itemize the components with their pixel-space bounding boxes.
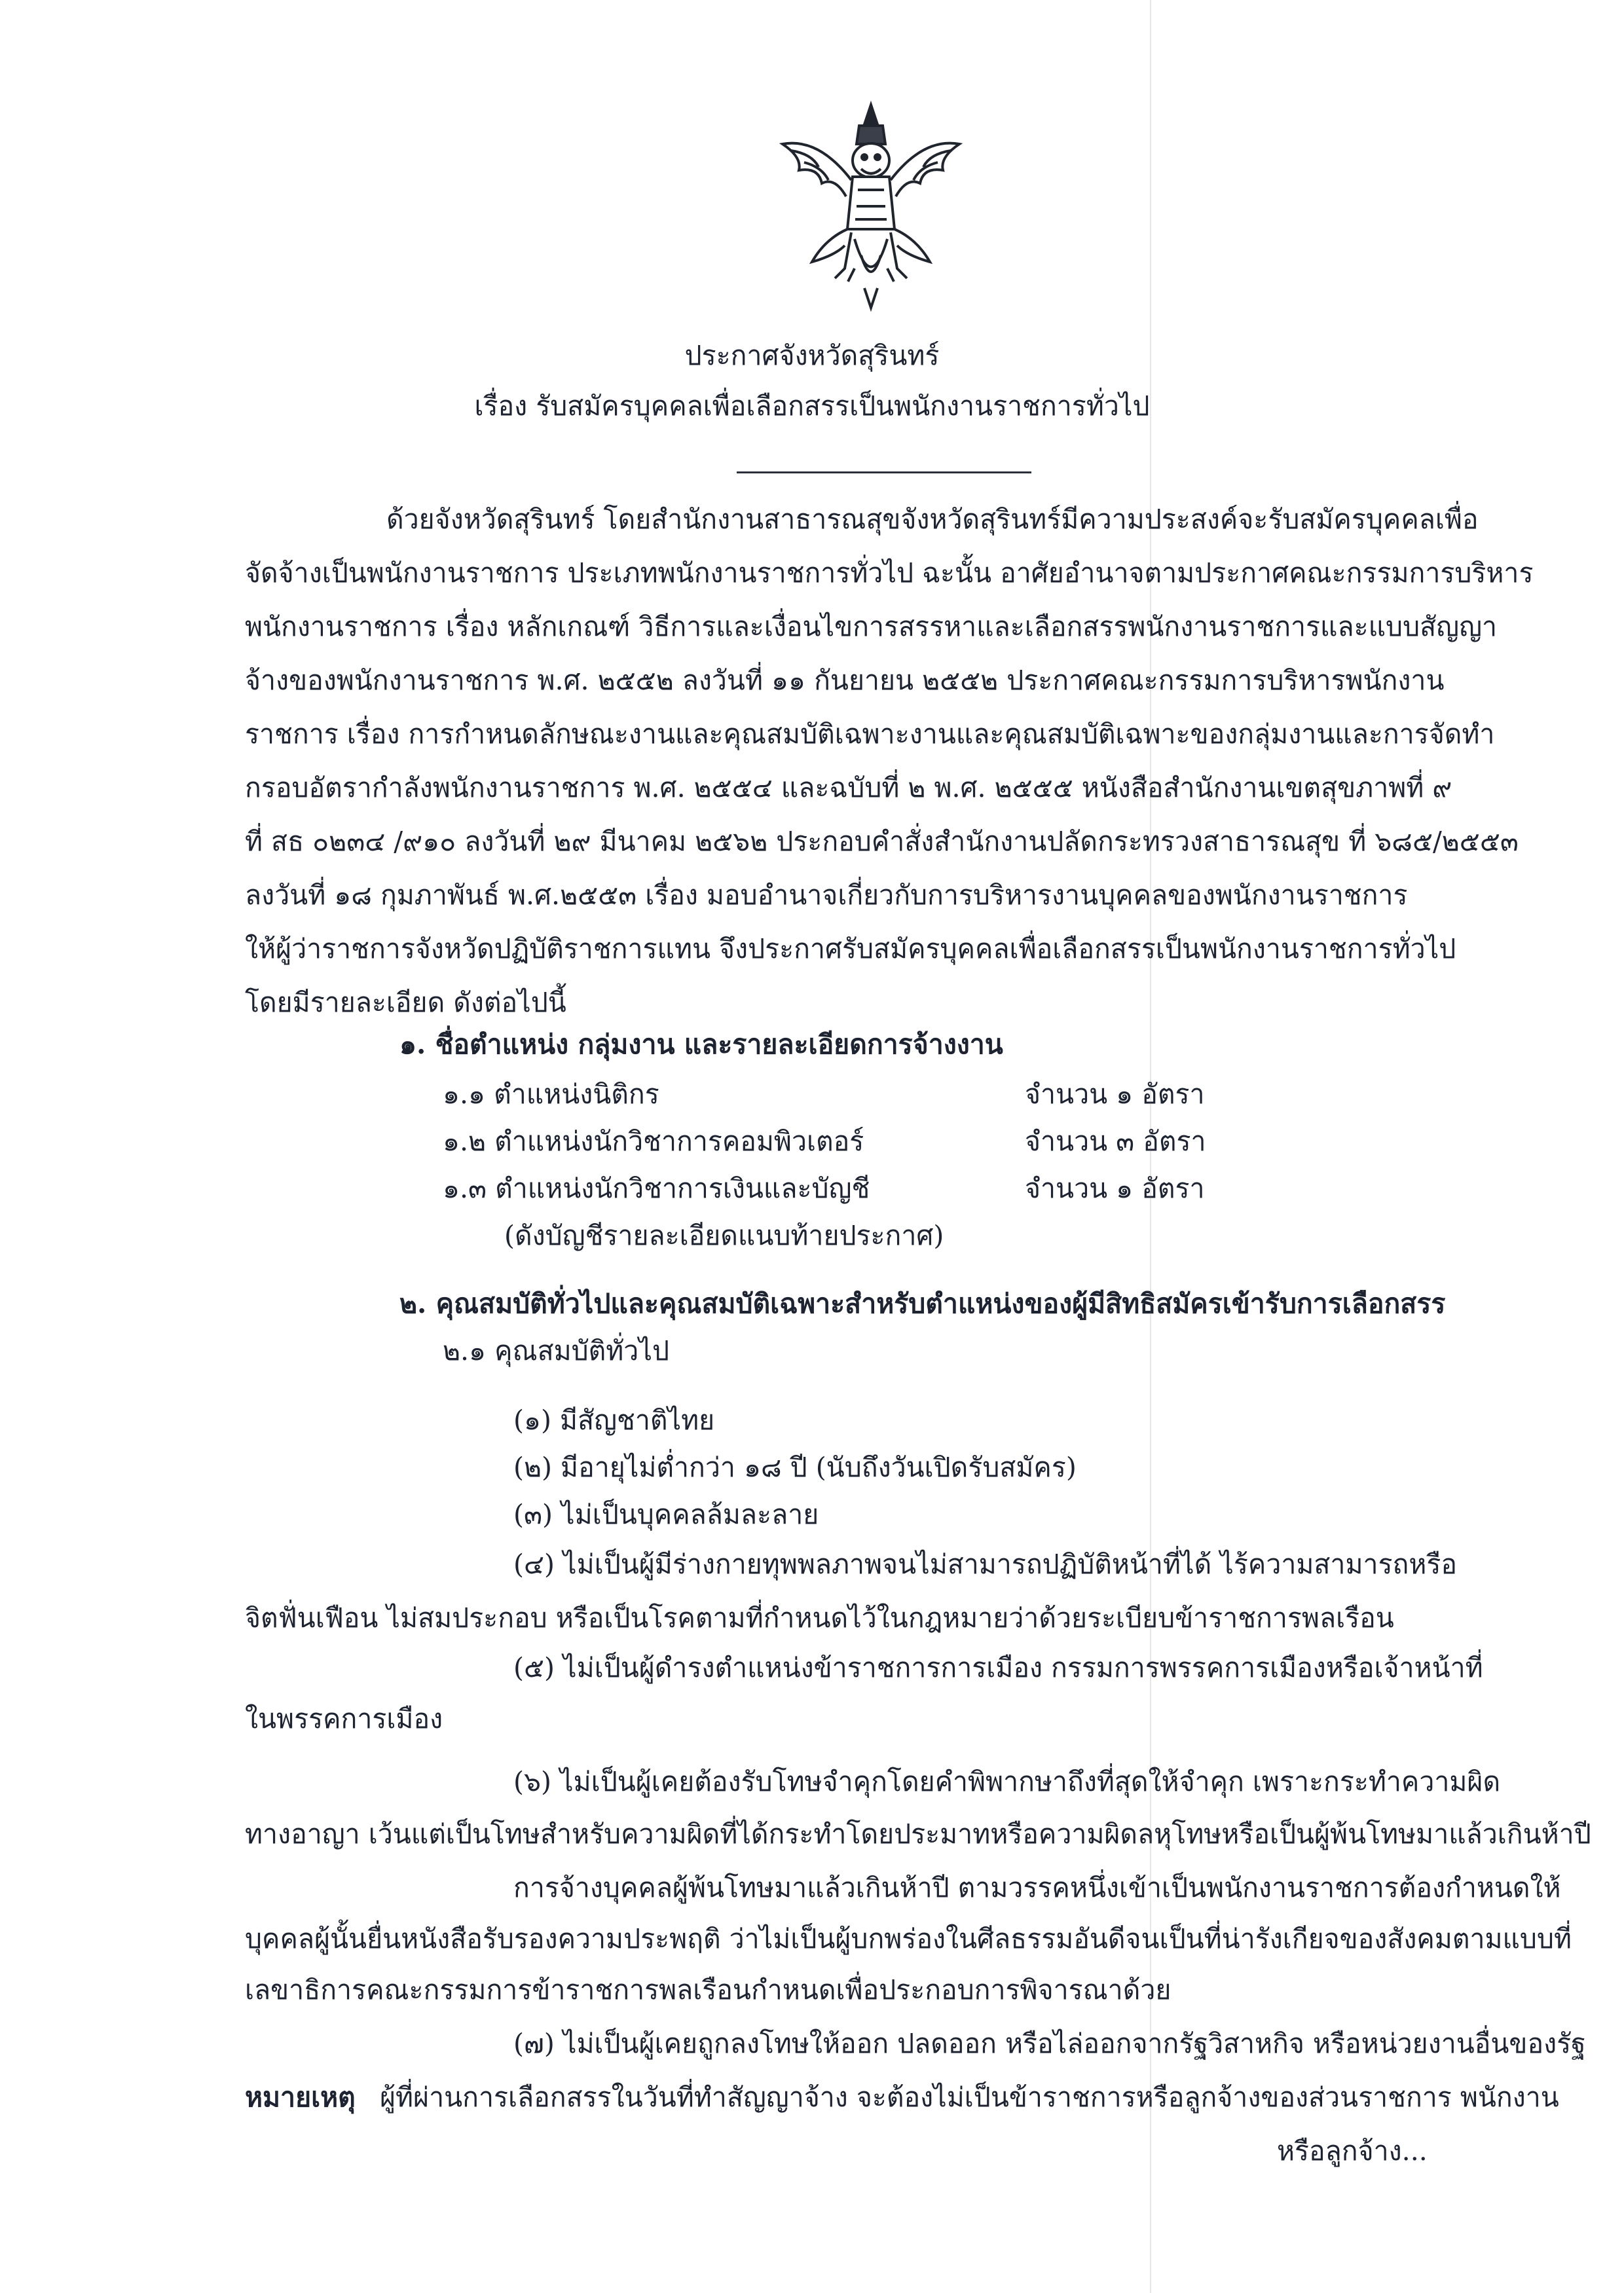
qualification-item: ในพรรคการเมือง	[245, 1703, 443, 1734]
intro-line: ราชการ เรื่อง การกำหนดลักษณะงานและคุณสมบัติเฉพาะงานและคุณสมบัติเฉพาะของกลุ่มงานและการจัดทำ	[245, 718, 1495, 750]
intro-line: พนักงานราชการ เรื่อง หลักเกณฑ์ วิธีการและเงื่อนไขการสรรหาและเลือกสรรพนักงานราชการและแบบสัญญา	[245, 611, 1498, 642]
announcement-title: ประกาศจังหวัดสุรินทร์	[684, 340, 940, 371]
intro-line: ลงวันที่ ๑๘ กุมภาพันธ์ พ.ศ.๒๕๕๓ เรื่อง มอบอำนาจเกี่ยวกับการบริหารงานบุคคลของพนักงานราชการ	[245, 879, 1408, 911]
intro-line: ที่ สธ ๐๒๓๔ /๙๑๐ ลงวันที่ ๒๙ มีนาคม ๒๕๖๒ ประกอบคำสั่งสำนักงานปลัดกระทรวงสาธารณสุข ที่ ๖๘๕/๒๕๕๓	[245, 826, 1519, 857]
intro-line: ด้วยจังหวัดสุรินทร์ โดยสำนักงานสาธารณสุขจังหวัดสุรินทร์มีความประสงค์จะรับสมัครบุคคลเพื่อ	[386, 504, 1479, 535]
title-divider	[737, 471, 1031, 473]
section1-heading: ๑. ชื่อตำแหน่ง กลุ่มงาน และรายละเอียดการจ้างงาน	[399, 1029, 1003, 1060]
qualification-item: การจ้างบุคคลผู้พ้นโทษมาแล้วเกินห้าปี ตามวรรคหนึ่งเข้าเป็นพนักงานราชการต้องกำหนดให้	[513, 1872, 1561, 1903]
scan-artifact-line	[1150, 0, 1151, 2293]
qualification-item: (๗) ไม่เป็นผู้เคยถูกลงโทษให้ออก ปลดออก หรือไล่ออกจากรัฐวิสาหกิจ หรือหน่วยงานอื่นของรัฐ	[513, 2028, 1586, 2059]
section2-subheading: ๒.๑ คุณสมบัติทั่วไป	[443, 1335, 669, 1367]
qualification-item: จิตฟั่นเฟือน ไม่สมประกอบ หรือเป็นโรคตามที่กำหนดไว้ในกฎหมายว่าด้วยระเบียบข้าราชการพลเรือน	[245, 1602, 1394, 1634]
position-item-count: จำนวน ๑ อัตรา	[1025, 1173, 1205, 1204]
qualification-item: (๑) มีสัญชาติไทย	[513, 1404, 715, 1436]
qualification-item: (๒) มีอายุไม่ต่ำกว่า ๑๘ ปี (นับถึงวันเปิดรับสมัคร)	[513, 1452, 1077, 1483]
position-item-label: ๑.๒ ตำแหน่งนักวิชาการคอมพิวเตอร์	[443, 1126, 864, 1157]
intro-line: จัดจ้างเป็นพนักงานราชการ ประเภทพนักงานราชการทั่วไป ฉะนั้น อาศัยอำนาจตามประกาศคณะกรรมการบริหาร	[245, 557, 1534, 589]
garuda-emblem-icon	[773, 98, 969, 314]
intro-line: โดยมีรายละเอียด ดังต่อไปนี้	[245, 987, 566, 1018]
section1-note: (ดังบัญชีรายละเอียดแนบท้ายประกาศ)	[504, 1220, 944, 1251]
position-item-count: จำนวน ๑ อัตรา	[1025, 1078, 1205, 1110]
intro-line: ให้ผู้ว่าราชการจังหวัดปฏิบัติราชการแทน จึงประกาศรับสมัครบุคคลเพื่อเลือกสรรเป็นพนักงานราชการทั่วไป	[245, 933, 1456, 964]
qualification-item: บุคคลผู้นั้นยื่นหนังสือรับรองความประพฤติ ว่าไม่เป็นผู้บกพร่องในศีลธรรมอันดีจนเป็นที่น่ารังเกียจของสังคมตามแบบที่	[245, 1923, 1572, 1954]
qualification-item: เลขาธิการคณะกรรมการข้าราชการพลเรือนกำหนดเพื่อประกอบการพิจารณาด้วย	[245, 1974, 1172, 2006]
qualification-item: ทางอาญา เว้นแต่เป็นโทษสำหรับความผิดที่ได้กระทำโดยประมาทหรือความผิดลหุโทษหรือเป็นผู้พ้นโทษมาแล้วเกินห้าปี	[245, 1818, 1591, 1850]
position-item-count: จำนวน ๓ อัตรา	[1025, 1126, 1206, 1157]
qualification-item: (๖) ไม่เป็นผู้เคยต้องรับโทษจำคุกโดยคำพิพากษาถึงที่สุดให้จำคุก เพราะกระทำความผิด	[513, 1766, 1501, 1797]
position-item-label: ๑.๑ ตำแหน่งนิติกร	[443, 1078, 659, 1110]
remark-label: หมายเหตุ	[245, 2082, 356, 2113]
remark-text: ผู้ที่ผ่านการเลือกสรรในวันที่ทำสัญญาจ้าง จะต้องไม่เป็นข้าราชการหรือลูกจ้างของส่วนราชการ พนักงาน	[380, 2082, 1559, 2113]
qualification-item: (๔) ไม่เป็นผู้มีร่างกายทุพพลภาพจนไม่สามารถปฏิบัติหน้าที่ได้ ไร้ความสามารถหรือ	[513, 1549, 1458, 1580]
page-continuation: หรือลูกจ้าง...	[1277, 2135, 1428, 2167]
announcement-subject: เรื่อง รับสมัครบุคคลเพื่อเลือกสรรเป็นพนักงานราชการทั่วไป	[474, 390, 1150, 422]
qualification-item: (๓) ไม่เป็นบุคคลล้มละลาย	[513, 1499, 819, 1530]
intro-line: จ้างของพนักงานราชการ พ.ศ. ๒๕๕๒ ลงวันที่ ๑๑ กันยายน ๒๕๕๒ ประกาศคณะกรรมการบริหารพนักงาน	[245, 665, 1445, 696]
qualification-item: (๕) ไม่เป็นผู้ดำรงตำแหน่งข้าราชการการเมือง กรรมการพรรคการเมืองหรือเจ้าหน้าที่	[513, 1652, 1483, 1683]
section2-heading: ๒. คุณสมบัติทั่วไปและคุณสมบัติเฉพาะสำหรับตำแหน่งของผู้มีสิทธิสมัครเข้ารับการเลือกสรร	[399, 1288, 1446, 1319]
position-item-label: ๑.๓ ตำแหน่งนักวิชาการเงินและบัญชี	[443, 1173, 870, 1204]
intro-line: กรอบอัตรากำลังพนักงานราชการ พ.ศ. ๒๕๕๔ และฉบับที่ ๒ พ.ศ. ๒๕๕๕ หนังสือสำนักงานเขตสุขภาพที่ ๙	[245, 772, 1452, 803]
